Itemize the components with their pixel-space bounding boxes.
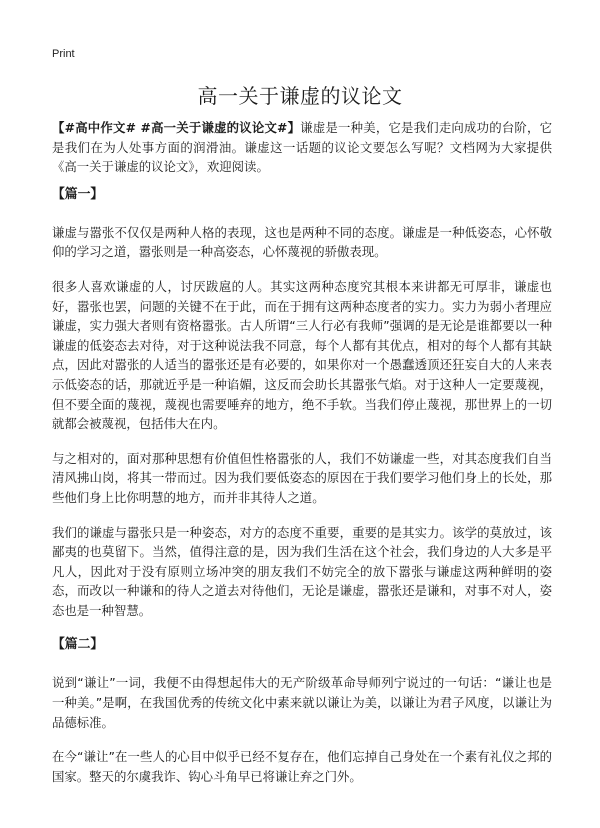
intro-tags[interactable]: 【#高中作文# #高一关于谦虚的议论文#】: [52, 120, 301, 135]
article-body: [52, 118, 552, 801]
print-link[interactable]: Print: [52, 48, 75, 60]
section1-paragraph: 谦虚与嚣张不仅仅是两种人格的表现，这也是两种不同的态度。谦虚是一种低姿态，心怀敬仰的学习之道，嚣张则是一种高姿态，心怀蔑视的骄傲表现。: [52, 224, 552, 260]
section1-paragraph: 我们的谦虚与嚣张只是一种姿态，对方的态度不重要，重要的是其实力。该学的莫放过，该鄙夷的也莫留下。当然，值得注意的是，因为我们生活在这个社会，我们身边的人大多是平凡人，因此对于没有原则立场冲突的朋友我们不妨完全的放下嚣张与谦虚这两种鲜明的姿态，而改以一种谦和的待人之道去对待他们，无论是谦虚，嚣张还是谦和，对事不对人，姿态也是一种智慧。: [52, 524, 552, 618]
intro-paragraph: [52, 118, 552, 177]
page-title: 高一关于谦虚的议论文: [197, 84, 403, 108]
section1-paragraph: 与之相对的，面对那种思想有价值但性格嚣张的人，我们不妨谦虚一些，对其态度我们自当清风拂山岗，将其一带而过。因为我们要低姿态的原因在于我们要学习他们身上的长处，那些他们身上比你明慧的地方，而并非其待人之道。: [52, 450, 552, 505]
section1-paragraph: 很多人喜欢谦虚的人，讨厌跋扈的人。其实这两种态度究其根本来讲都无可厚非，谦虚也好，嚣张也罢，问题的关键不在于此，而在于拥有这两种态度者的实力。实力为弱小者理应谦虚，实力强大者则有资格嚣张。古人所谓“三人行必有我师”强调的是无论是谁都要以一种谦虚的低姿态去对待，对于这种说法我不同意，每个人都有其优点，相对的每个人都有其缺点，因此对嚣张的人适当的嚣张还是有必要的，如果你对一个愚蠢透顶还狂妄自大的人来表示低姿态的话，那就近乎是一种谄媚，这反而会助长其嚣张气焰。对于这种人一定要蔑视，但不要全面的蔑视，蔑视也需要唾弃的地方，绝不手软。当我们停止蔑视，那世界上的一切就都会被蔑视，包括伟大在内。: [52, 278, 552, 432]
section2-paragraph: 说到“谦让”一词，我便不由得想起伟大的无产阶级革命导师列宁说过的一句话：“谦让也是一种美。”是啊，在我国优秀的传统文化中素来就以谦让为美，以谦让为君子风度，以谦让为品德标准。: [52, 675, 552, 730]
section-heading-1: 【篇一】: [52, 186, 104, 202]
intro-text: 谦虚是一种美，它是我们走向成功的台阶，它是我们在为人处事方面的润滑油。谦虚这一话题的议论文要怎么写呢？文档网为大家提供《高一关于谦虚的议论文》，欢迎阅读。: [52, 120, 553, 175]
section-heading-2: 【篇二】: [52, 637, 104, 653]
section2-paragraph: 在今“谦让”在一些人的心目中似乎已经不复存在，他们忘掉自己身处在一个素有礼仪之邦的国家。整天的尔虞我诈、钩心斗角早已将谦让弃之门外。: [52, 749, 552, 784]
